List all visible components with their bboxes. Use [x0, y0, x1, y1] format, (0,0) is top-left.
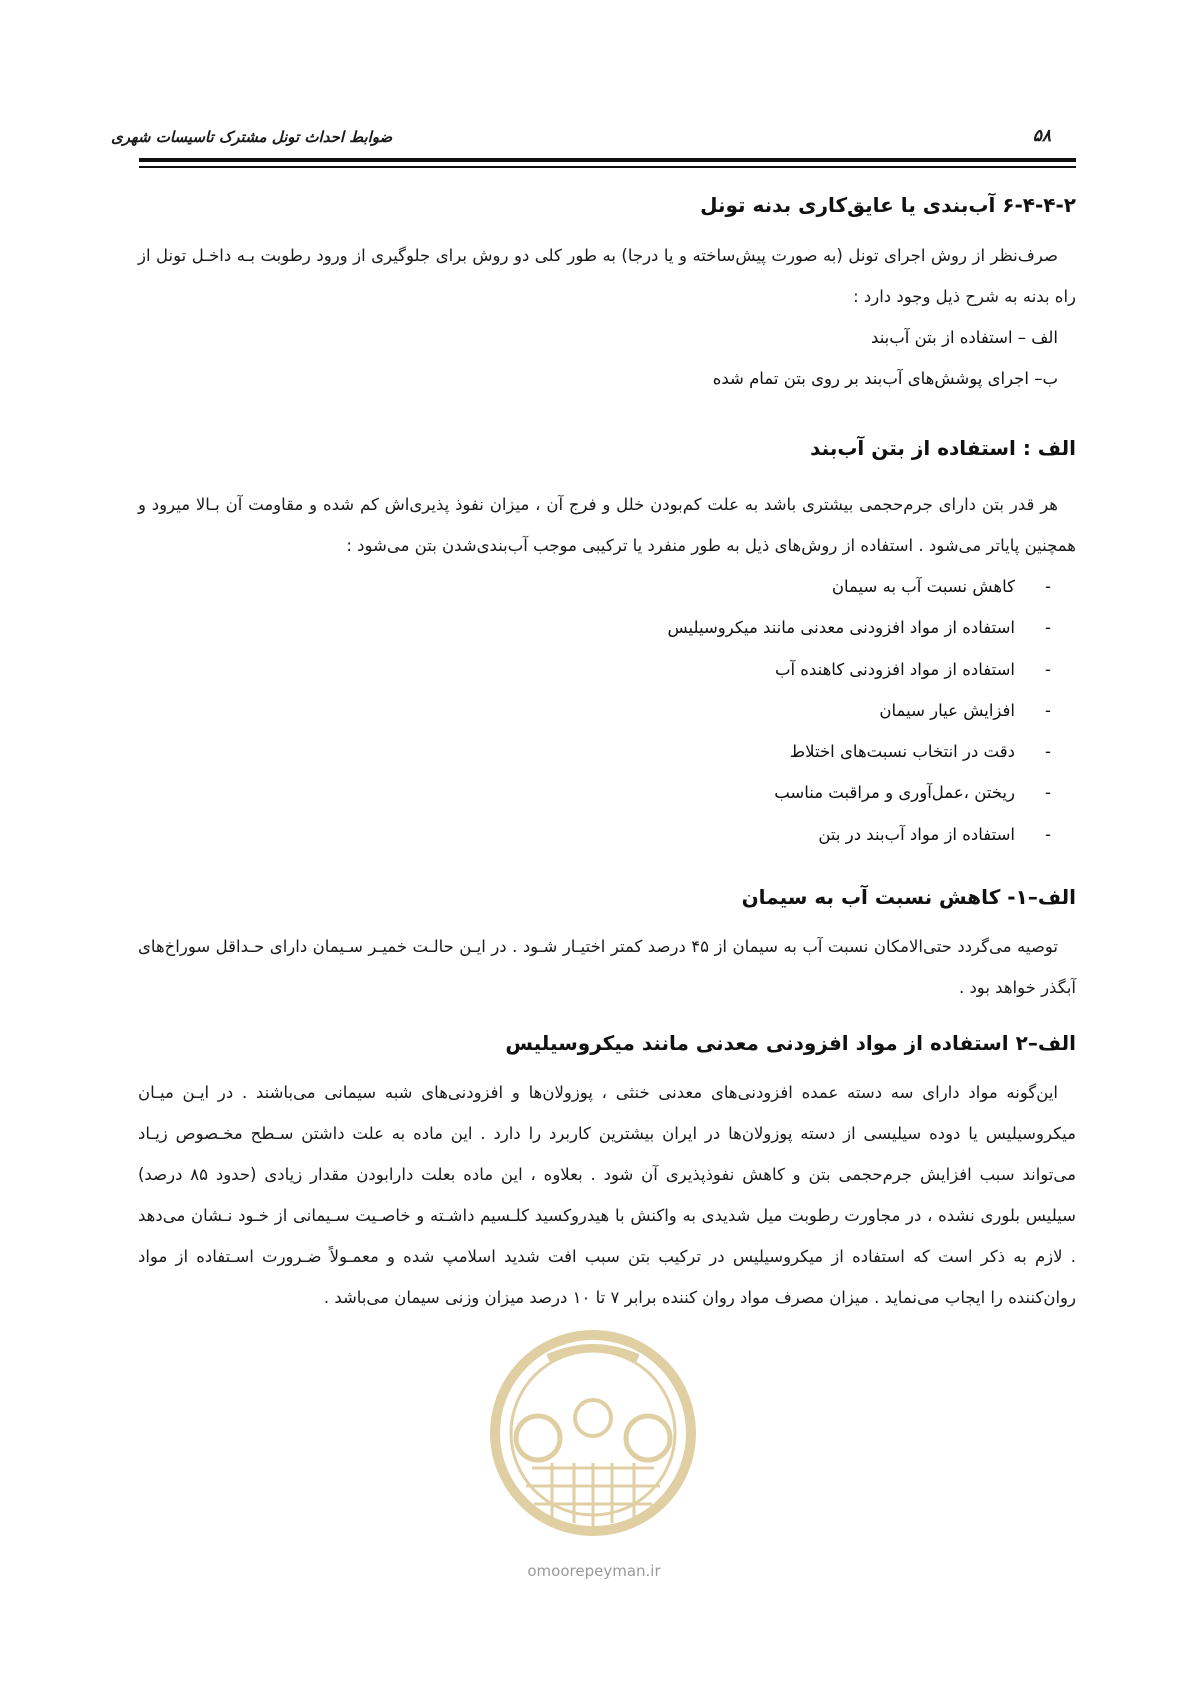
list-item: - دقت در انتخاب نسبت‌های اختلاط	[789, 742, 1051, 762]
watermark-logo-icon	[482, 1318, 704, 1584]
list-item: - استفاده از مواد آب‌بند در بتن	[818, 824, 1051, 844]
section-heading-waterproof-concrete: الف : استفاده از بتن آب‌بند	[810, 436, 1076, 460]
paragraph-microsilica: این‌گونه مواد دارای سه دسته عمده افزودنی‌های معدنی خنثی ، پوزولان‌ها و افزودنی‌های شبه سیمانی می‌باشند . در ایـن میـان میکروسیلیس یا دوده سیلیسی از دسته پوزولان‌ها در ایران بیشترین کاربرد را دارد . این ماده به علت داشتن سـطح مخـصوص زیـاد می‌تواند سبب افزایش جرم‌حجمی بتن و کاهش نفوذپذیری آن شود . بعلاوه ، این ماده بعلت دارابودن مقدار زیادی (حدود ۸۵ درصد) سیلیس بلوری نشده ، در مجاورت رطوبت میل شدیدی به واکنش با هیدروکسید کلـسیم داشـته و خاصـیت سـیمانی از خـود نـشان می‌دهد . لازم به ذکر است که استفاده از میکروسیلیس در ترکیب بتن سبب افت شدید اسلامپ شده و معمـولاً ضـرورت اسـتفاده از مواد روان‌کننده را ایجاب می‌نماید . میزان مصرف مواد روان کننده برابر ۷ تا ۱۰ درصد میزان وزنی سیمان می‌باشد .	[138, 1083, 1077, 1307]
section-heading-water-cement-ratio: الف–۱- کاهش نسبت آب به سیمان	[741, 885, 1076, 909]
header-rule-thick	[139, 158, 1076, 162]
list-item: - کاهش نسبت آب به سیمان	[831, 577, 1051, 596]
method-item-b: ب– اجرای پوشش‌های آب‌بند بر روی بتن تمام شده	[712, 369, 1058, 388]
section-heading-microsilica: الف–۲ استفاده از مواد افزودنی معدنی مانند میکروسیلیس	[505, 1031, 1076, 1055]
list-item: - افزایش عیار سیمان	[879, 700, 1051, 720]
concrete-methods-list	[668, 566, 1052, 855]
paragraph-waterproof-concrete: هر قدر بتن دارای جرم‌حجمی بیشتری باشد به علت کم‌بودن خلل و فرج آن ، میزان نفوذ پذیری‌اش کم شده و مقاومت آن بـالا میرود و همچنین پایاتر می‌شود . استفاده از روش‌های ذیل به طور منفرد یا ترکیبی موجب آب‌بندی‌شدن بتن می‌شود :	[138, 495, 1076, 555]
methods-list	[713, 317, 1076, 399]
page-number: ۵۸	[1032, 126, 1051, 146]
list-item: - استفاده از مواد افزودنی معدنی مانند میکروسیلیس	[667, 618, 1051, 638]
method-item-a: الف – استفاده از بتن آب‌بند	[871, 328, 1058, 347]
section-heading-waterproofing: ۶-۴-۴-۲ آب‌بندی یا عایق‌کاری بدنه تونل	[700, 193, 1076, 217]
paragraph-waterproofing-intro: صرف‌نظر از روش اجرای تونل (به صورت پیش‌ساخته و یا درجا) به طور کلی دو روش برای جلوگیری از ورود رطوبت بـه داخـل تونل از راه بدنه به شرح ذیل وجود دارد :	[138, 246, 1076, 306]
running-header-title: ضوابط احداث تونل مشترک تاسیسات شهری	[111, 128, 393, 146]
header-rule-thin	[139, 166, 1076, 168]
list-item: - استفاده از مواد افزودنی کاهنده آب	[774, 659, 1051, 679]
paragraph-water-cement-ratio: توصیه می‌گردد حتی‌الامکان نسبت آب به سیمان از ۴۵ درصد کمتر اختیـار شـود . در ایـن حالـت خمیـر سـیمان دارای حـداقل سوراخ‌های آبگذر خواهد بود .	[138, 937, 1076, 997]
watermark-url: omoorepeyman.ir	[527, 1562, 661, 1580]
list-item: - ریختن ،عمل‌آوری و مراقبت مناسب	[774, 783, 1051, 803]
